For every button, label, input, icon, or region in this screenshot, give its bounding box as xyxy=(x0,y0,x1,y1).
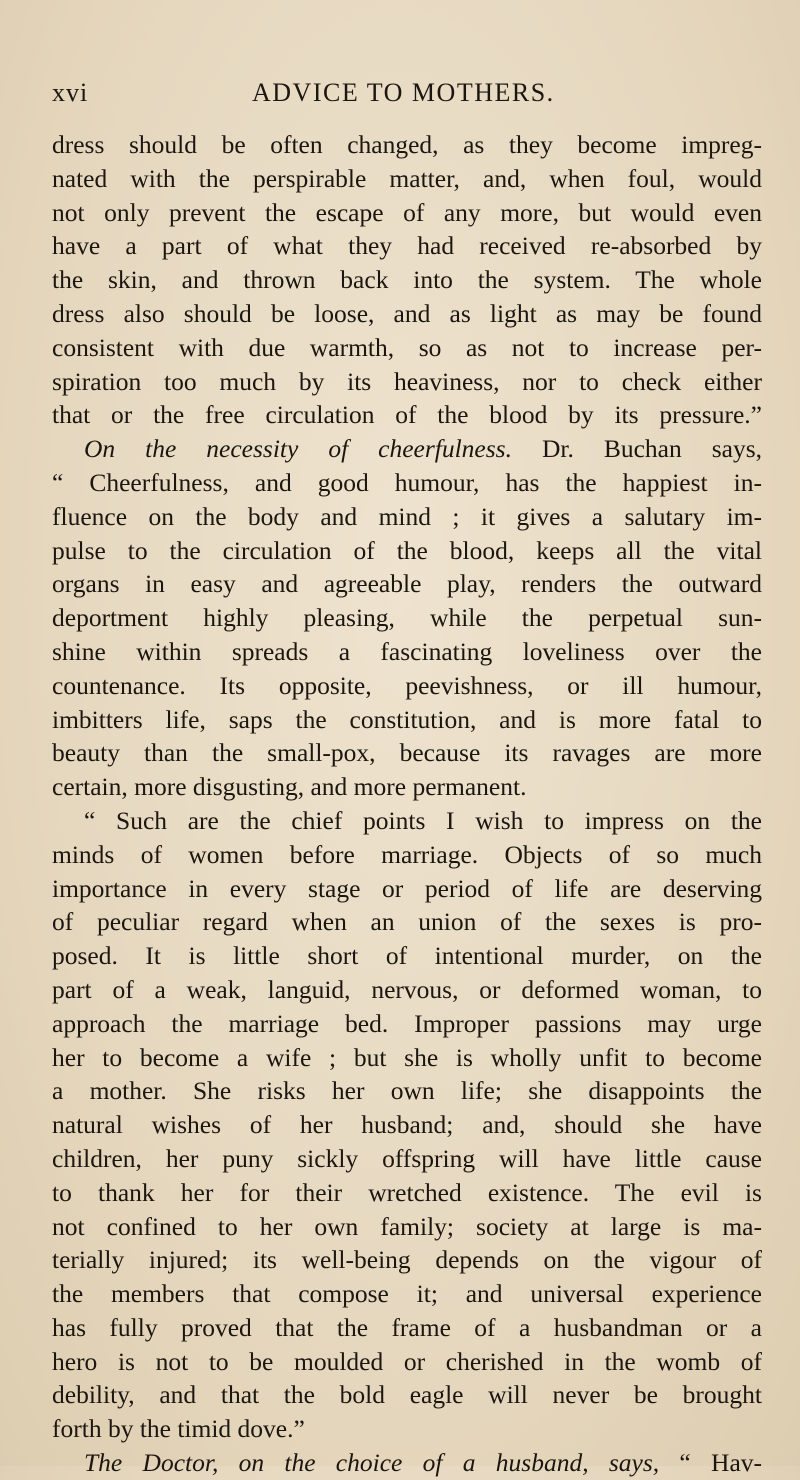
text-line: certain, more disgusting, and more permanent. xyxy=(52,772,527,802)
text-line: children, her puny sickly offspring will have little cause xyxy=(52,1143,762,1173)
text-line: shine within spreads a fascinating loveliness over the xyxy=(52,636,762,666)
text-line: organs in easy and agreeable play, renders the outward xyxy=(52,569,762,599)
text-line: consistent with due warmth, so as not to increase per- xyxy=(52,332,762,362)
text-line: deportment highly pleasing, while the perpetual sun- xyxy=(52,603,762,633)
page-number: xvi xyxy=(52,78,89,107)
text-line: debility, and that the bold eagle will never be brought xyxy=(52,1380,762,1410)
text-line: natural wishes of her husband; and, should she have xyxy=(52,1110,762,1140)
text-line: fluence on the body and mind ; it gives a salutary im- xyxy=(52,501,762,531)
section-heading: The Doctor, on the choice of a husband, says, xyxy=(84,1448,660,1478)
text-line: the members that compose it; and universal experience xyxy=(52,1279,762,1309)
text-line: approach the marriage bed. Improper passions may urge xyxy=(52,1008,762,1038)
text-line: not confined to her own family; society at large is ma- xyxy=(52,1211,762,1241)
text-line: forth by the timid dove.” xyxy=(52,1414,305,1444)
text-line: dress also should be loose, and as light as may be found xyxy=(52,298,762,328)
text-line: dress should be often changed, as they become impreg- xyxy=(52,130,762,159)
text-line: countenance. Its opposite, peevishness, or ill humour, xyxy=(52,670,762,700)
text-line: to thank her for their wretched existence. The evil is xyxy=(52,1177,762,1207)
text-line: not only prevent the escape of any more, but would even xyxy=(52,197,762,227)
text-line: part of a weak, languid, nervous, or deformed woman, to xyxy=(52,974,762,1004)
text-line: the skin, and thrown back into the system. The whole xyxy=(52,265,762,295)
text-line: hero is not to be moulded or cherished in the womb of xyxy=(52,1346,762,1376)
text-line: has fully proved that the frame of a husbandman or a xyxy=(52,1312,762,1342)
text-line: posed. It is little short of intentional murder, on the xyxy=(52,941,762,971)
section-heading: On the necessity of cheerfulness. xyxy=(84,434,512,464)
section-heading-line xyxy=(52,432,762,466)
text-line: that or the free circulation of the blood by its pressure.” xyxy=(52,400,762,430)
running-head xyxy=(52,78,762,118)
text-run: Dr. Buchan says, xyxy=(511,434,762,464)
body-text xyxy=(52,128,762,1480)
text-line: “ Cheerfulness, and good humour, has the happiest in- xyxy=(52,467,762,497)
text-line: beauty than the small-pox, because its ravages are more xyxy=(52,738,762,768)
text-run: “ Hav- xyxy=(659,1448,762,1478)
text-line: her to become a wife ; but she is wholly unfit to become xyxy=(52,1042,762,1072)
text-line: pulse to the circulation of the blood, keeps all the vital xyxy=(52,535,762,565)
text-line: importance in every stage or period of life are deserving xyxy=(52,873,762,903)
text-line: a mother. She risks her own life; she disappoints the xyxy=(52,1076,762,1106)
text-line: “ Such are the chief points I wish to impress on the xyxy=(84,805,762,835)
text-line: nated with the perspirable matter, and, when foul, would xyxy=(52,163,762,193)
running-title: ADVICE TO MOTHERS. xyxy=(252,78,555,107)
section-heading-line xyxy=(52,1446,762,1480)
text-line: of peculiar regard when an union of the sexes is pro- xyxy=(52,907,762,937)
text-line: minds of women before marriage. Objects of so much xyxy=(52,839,762,869)
text-line: spiration too much by its heaviness, nor to check either xyxy=(52,366,762,396)
text-line: terially injured; its well-being depends on the vigour of xyxy=(52,1245,762,1275)
text-line: imbitters life, saps the constitution, and is more fatal to xyxy=(52,704,762,734)
text-line: have a part of what they had received re-absorbed by xyxy=(52,231,762,261)
